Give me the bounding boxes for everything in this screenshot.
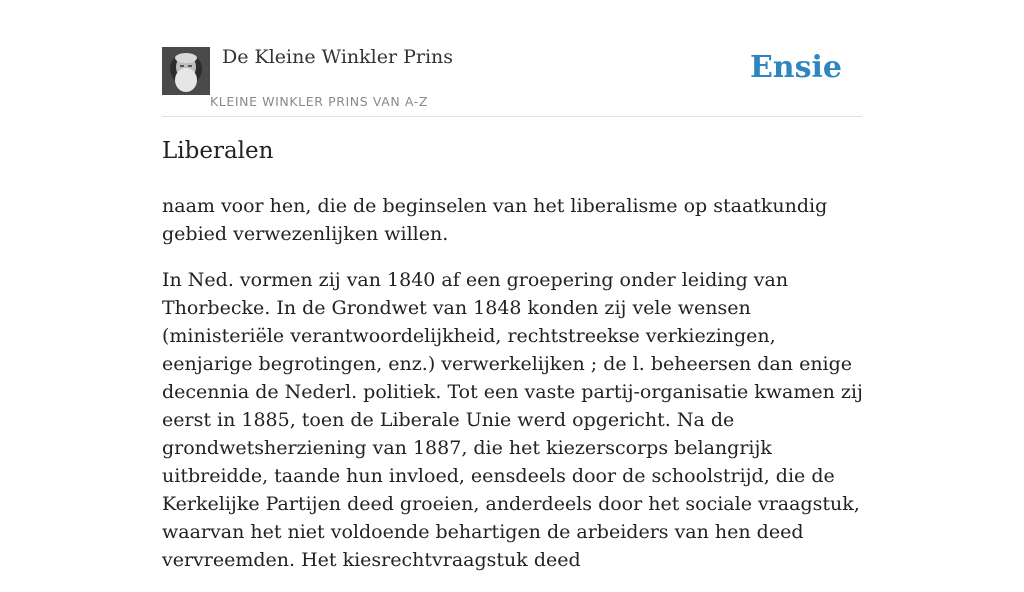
entry-content xyxy=(162,192,866,592)
source-title[interactable]: De Kleine Winkler Prins xyxy=(222,46,454,68)
entry-paragraph: In Ned. vormen zij van 1840 af een groepering onder leiding van Thorbecke. In de Grondwet van 1848 konden zij vele wensen (ministeriële verantwoordelijkheid, rechtstreekse verkiezingen, eenjarige begrotingen, enz.) verwerkelijken ; de l. beheersen dan enige decennia de Nederl. politiek. Tot een vaste partij-organisatie kwamen zij eerst in 1885, toen de Liberale Unie werd opgericht. Na de grondwetsherziening van 1887, die het kiezerscorps belangrijk uitbreidde, taande hun invloed, eensdeels door de schoolstrijd, die de Kerkelijke Partijen deed groeien, anderdeels door het sociale vraagstuk, waarvan het niet voldoende behartigen de arbeiders van hen deed vervreemden. Het kiesrechtvraagstuk deed xyxy=(162,269,863,571)
entry-header xyxy=(162,44,862,117)
entry-paragraph: naam voor hen, die de beginselen van het liberalisme op staatkundig gebied verwezenlijken willen. xyxy=(162,195,828,245)
entry-title: Liberalen xyxy=(162,138,274,164)
brand-logo[interactable]: Ensie xyxy=(749,50,842,85)
source-subtitle[interactable]: KLEINE WINKLER PRINS VAN A-Z xyxy=(210,94,429,109)
author-portrait-icon[interactable] xyxy=(162,47,210,95)
